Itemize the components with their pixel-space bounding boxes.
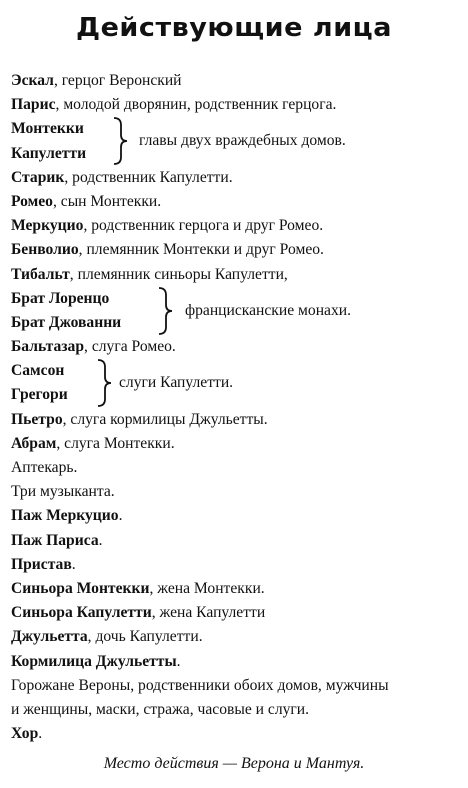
character-desc: . — [118, 507, 123, 525]
group-description: францисканские монахи. — [185, 301, 352, 319]
character-entry — [11, 650, 461, 674]
character-name: Кормилица Джульетты — [11, 652, 177, 670]
character-entry — [11, 625, 461, 649]
character-name: Грегори — [11, 386, 68, 404]
character-entry — [11, 69, 461, 93]
character-name: Брат Лоренцо — [11, 289, 110, 307]
citizens-line-2: и женщины, маски, стража, часовые и слуги. — [11, 700, 310, 718]
character-name: Эскал — [11, 72, 54, 89]
page-title: Действующие лица — [75, 13, 393, 43]
curly-brace-icon — [156, 287, 174, 335]
character-name: Самсон — [11, 362, 65, 380]
character-desc: , герцог Веронский — [53, 72, 182, 89]
group-description: слуги Капулетти. — [119, 374, 234, 392]
character-desc: , родственник Капулетти. — [64, 168, 233, 186]
character-desc: , молодой дворянин, родственник герцога. — [55, 96, 337, 114]
character-entry — [11, 504, 461, 528]
character-entry — [11, 722, 461, 746]
character-name: Пристав — [11, 555, 72, 573]
character-name: Бальтазар — [11, 338, 85, 356]
character-list — [11, 69, 461, 746]
character-desc: , родственник герцога и друг Ромео. — [83, 217, 324, 235]
character-desc: . — [98, 531, 103, 549]
character-name: Тибальт — [11, 265, 70, 283]
character-desc: , племянник синьоры Капулетти, — [69, 265, 288, 283]
character-entry — [11, 335, 461, 359]
character-entry — [11, 577, 461, 601]
character-entry — [11, 214, 461, 238]
character-desc: , племянник Монтекки и друг Ромео. — [78, 241, 324, 259]
character-name: Капулетти — [11, 144, 87, 162]
character-name: Монтекки — [11, 120, 84, 138]
character-desc: , жена Капулетти — [151, 604, 266, 622]
character-entry — [11, 190, 461, 214]
character-name: Джульетта — [11, 628, 88, 646]
character-desc: . — [38, 725, 43, 743]
character-entry — [11, 432, 461, 456]
character-desc: Аптекарь. — [11, 459, 78, 477]
character-entry — [11, 263, 461, 287]
character-desc: , дочь Капулетти. — [87, 628, 203, 646]
setting-note: Место действия — Верона и Мантуя. — [103, 755, 365, 772]
character-entry — [11, 359, 461, 383]
character-desc: , слуга кормилицы Джульетты. — [62, 410, 268, 428]
character-name: Синьора Монтекки — [11, 579, 150, 597]
character-name: Брат Джованни — [11, 313, 122, 331]
character-entry — [11, 238, 461, 262]
character-entry — [11, 166, 461, 190]
character-desc: , слуга Ромео. — [84, 338, 176, 356]
character-name: Паж Париса — [11, 531, 99, 549]
character-entry — [11, 383, 461, 407]
character-entry — [11, 480, 461, 504]
character-group-heads — [11, 117, 461, 165]
character-name: Паж Меркуцио — [11, 507, 119, 525]
character-desc: Три музыканта. — [11, 483, 115, 501]
character-name: Меркуцио — [11, 217, 84, 235]
character-desc: . — [176, 652, 181, 670]
curly-brace-icon — [95, 359, 113, 407]
character-entry — [11, 408, 461, 432]
group-description: главы двух враждебных домов. — [139, 132, 346, 150]
character-group-servants — [11, 359, 461, 407]
character-entry — [11, 529, 461, 553]
character-name: Старик — [11, 168, 65, 186]
character-desc: , слуга Монтекки. — [56, 434, 175, 452]
character-entry — [11, 456, 461, 480]
character-name: Ромео — [11, 192, 53, 210]
character-name: Пьетро — [11, 410, 63, 428]
character-name: Парис — [11, 96, 56, 114]
character-entry — [11, 553, 461, 577]
character-name: Бенволио — [11, 241, 79, 259]
character-desc: . — [71, 555, 76, 573]
character-name: Синьора Капулетти — [11, 604, 152, 622]
character-name: Абрам — [11, 434, 57, 452]
character-entry — [11, 93, 461, 117]
curly-brace-icon — [111, 117, 129, 165]
character-desc: , жена Монтекки. — [149, 579, 265, 597]
character-group-monks — [11, 287, 461, 335]
character-name: Хор — [11, 725, 39, 743]
character-desc: , сын Монтекки. — [52, 192, 162, 210]
citizens-line-1: Горожане Вероны, родственники обоих домов, мужчины — [11, 676, 389, 694]
character-entry — [11, 601, 461, 625]
